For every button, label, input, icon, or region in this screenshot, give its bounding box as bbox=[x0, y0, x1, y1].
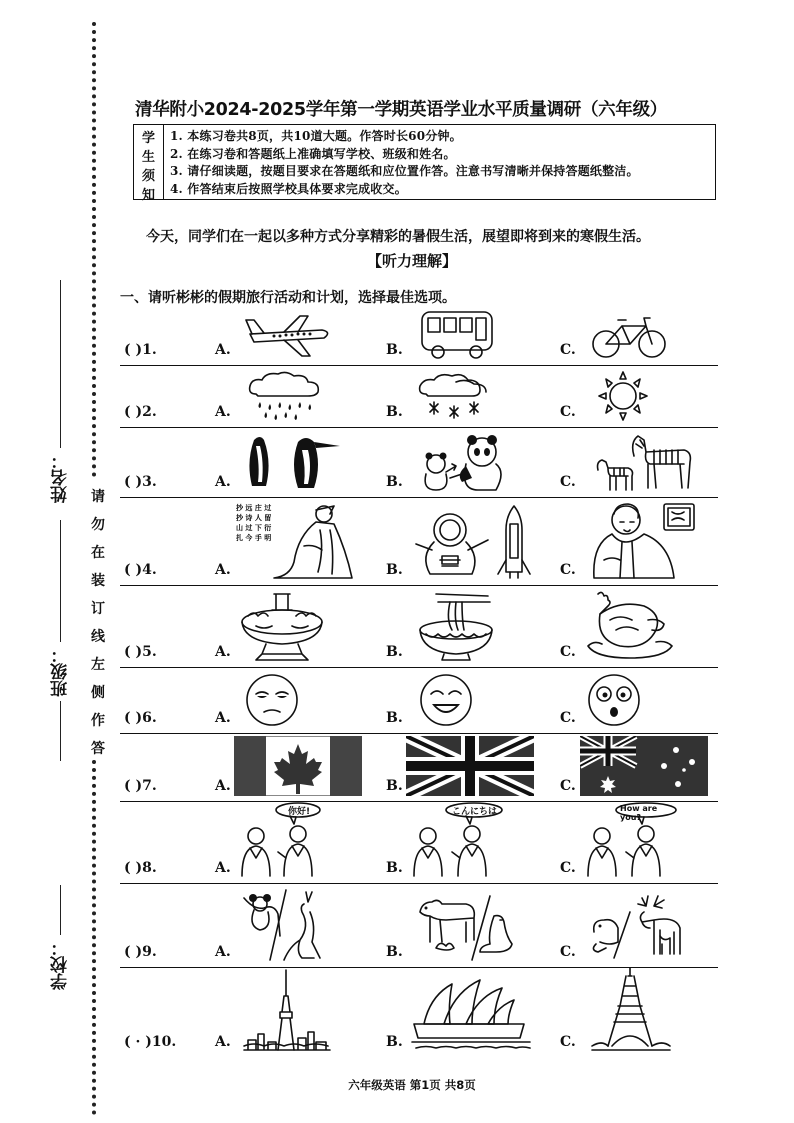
answer-blank-1[interactable]: ( )1. bbox=[124, 342, 157, 358]
option-a-label: A. bbox=[215, 860, 231, 876]
option-c-label: C. bbox=[560, 944, 576, 960]
poem-text: 抄 远 庄 过抄 诗 人 留山 过 下 衍扎 今 手 明 bbox=[236, 503, 272, 542]
greeting-english-icon bbox=[580, 802, 680, 878]
pandas-icon bbox=[416, 432, 506, 492]
eiffel-tower-icon bbox=[590, 966, 672, 1052]
notice-item: 1. 本练习卷共8页，共10道大题。作答时长60分钟。 bbox=[170, 129, 462, 144]
option-b-label: B. bbox=[386, 404, 403, 420]
binding-dotted-line-bottom bbox=[92, 760, 96, 1115]
sydney-opera-house-icon bbox=[408, 976, 534, 1052]
section-title: 【听力理解】 bbox=[366, 252, 457, 270]
snow-cloud-icon bbox=[416, 372, 492, 422]
airplane-icon bbox=[244, 312, 334, 360]
bubble-japanese: こんにちは bbox=[452, 807, 498, 817]
zebras-icon bbox=[594, 432, 700, 492]
question-6-row bbox=[120, 668, 718, 734]
answer-blank-9[interactable]: ( )9. bbox=[124, 944, 157, 960]
noodles-icon bbox=[416, 590, 498, 662]
notice-heading-char: 学 bbox=[141, 131, 155, 146]
beaver-moose-icon bbox=[590, 892, 688, 962]
bubble-english: How are you? bbox=[620, 804, 658, 822]
binding-notice-char: 作 bbox=[91, 713, 105, 729]
option-b-label: B. bbox=[386, 644, 403, 660]
notice-heading-char: 知 bbox=[141, 188, 155, 203]
notice-heading-char: 生 bbox=[141, 150, 155, 165]
answer-blank-3[interactable]: ( )3. bbox=[124, 474, 157, 490]
sun-icon bbox=[594, 370, 652, 422]
school-label: 学校： bbox=[50, 939, 71, 990]
option-b-label: B. bbox=[386, 562, 403, 578]
option-c-label: C. bbox=[560, 474, 576, 490]
option-b-label: B. bbox=[386, 342, 403, 358]
scientist-icon bbox=[586, 500, 706, 580]
option-b-label: B. bbox=[386, 474, 403, 490]
option-b-label: B. bbox=[386, 1034, 403, 1050]
option-a-label: A. bbox=[215, 778, 231, 794]
answer-blank-5[interactable]: ( )5. bbox=[124, 644, 157, 660]
school-field[interactable] bbox=[40, 885, 80, 990]
binding-notice-char: 订 bbox=[91, 601, 105, 617]
binding-notice bbox=[86, 486, 110, 760]
option-b-label: B. bbox=[386, 710, 403, 726]
name-field-line[interactable] bbox=[60, 280, 61, 448]
rain-cloud-icon bbox=[246, 370, 328, 422]
option-a-label: A. bbox=[215, 710, 231, 726]
name-label: 姓名： bbox=[50, 452, 71, 503]
bus-icon bbox=[418, 308, 498, 360]
option-c-label: C. bbox=[560, 778, 576, 794]
option-c-label: C. bbox=[560, 404, 576, 420]
class-field-line[interactable] bbox=[60, 520, 61, 642]
binding-notice-char: 请 bbox=[91, 489, 105, 505]
polar-bear-seal-icon bbox=[416, 886, 516, 962]
bubble-chinese: 你好! bbox=[288, 807, 311, 817]
greeting-japanese-icon bbox=[406, 802, 506, 878]
option-a-label: A. bbox=[215, 404, 231, 420]
option-b-label: B. bbox=[386, 860, 403, 876]
notice-list bbox=[164, 125, 715, 199]
page-title: 清华附小2024-2025学年第一学期英语学业水平质量调研（六年级） bbox=[135, 100, 667, 120]
option-a-label: A. bbox=[215, 562, 231, 578]
option-c-label: C. bbox=[560, 1034, 576, 1050]
binding-notice-char: 答 bbox=[91, 741, 105, 757]
surprised-face-icon bbox=[586, 672, 642, 728]
option-c-label: C. bbox=[560, 710, 576, 726]
option-a-label: A. bbox=[215, 1034, 231, 1050]
option-a-label: A. bbox=[215, 644, 231, 660]
australia-flag-icon bbox=[580, 736, 708, 796]
canada-flag-icon bbox=[234, 736, 362, 796]
binding-notice-char: 线 bbox=[91, 629, 105, 645]
notice-item: 2. 在练习卷和答题纸上准确填写学校、班级和姓名。 bbox=[170, 146, 456, 161]
bicycle-icon bbox=[590, 314, 670, 360]
student-notice-box bbox=[133, 124, 716, 203]
option-b-label: B. bbox=[386, 944, 403, 960]
question-1-row bbox=[120, 304, 718, 366]
option-c-label: C. bbox=[560, 342, 576, 358]
notice-heading bbox=[134, 125, 164, 203]
option-a-label: A. bbox=[215, 944, 231, 960]
answer-blank-8[interactable]: ( )8. bbox=[124, 860, 157, 876]
question-2-row bbox=[120, 366, 718, 428]
question-9-row bbox=[120, 884, 718, 968]
bored-face-icon bbox=[244, 672, 300, 728]
koala-kangaroo-icon bbox=[240, 886, 332, 962]
class-label: 班级： bbox=[50, 646, 71, 697]
binding-notice-char: 侧 bbox=[91, 685, 105, 701]
binding-notice-char: 在 bbox=[91, 545, 105, 561]
question-8-row bbox=[120, 802, 718, 884]
option-c-label: C. bbox=[560, 644, 576, 660]
happy-face-icon bbox=[418, 672, 474, 728]
option-a-label: A. bbox=[215, 474, 231, 490]
roast-turkey-icon bbox=[586, 590, 674, 662]
binding-notice-char: 装 bbox=[91, 573, 105, 589]
astronaut-icon bbox=[410, 500, 540, 580]
question-3-row bbox=[120, 428, 718, 498]
binding-notice-char: 勿 bbox=[91, 517, 105, 533]
option-c-label: C. bbox=[560, 562, 576, 578]
answer-blank-6[interactable]: ( )6. bbox=[124, 710, 157, 726]
penguins-icon bbox=[244, 432, 348, 492]
poet-icon bbox=[234, 500, 356, 580]
option-b-label: B. bbox=[386, 778, 403, 794]
notice-item: 4. 作答结束后按照学校具体要求完成收交。 bbox=[170, 181, 407, 196]
question-5-row bbox=[120, 586, 718, 668]
part-one-title: 一、请听彬彬的假期旅行活动和计划，选择最佳选项。 bbox=[120, 290, 456, 306]
answer-blank-4[interactable]: ( )4. bbox=[124, 562, 157, 578]
option-c-label: C. bbox=[560, 860, 576, 876]
class-field-line-lower bbox=[60, 701, 61, 761]
question-4-row bbox=[120, 498, 718, 586]
school-field-line[interactable] bbox=[60, 885, 61, 935]
answer-blank-10[interactable]: ( · )10. bbox=[124, 1034, 177, 1050]
hotpot-icon bbox=[236, 590, 328, 662]
question-7-row bbox=[120, 734, 718, 802]
page-footer: 六年级英语 第1页 共8页 bbox=[348, 1078, 476, 1092]
greeting-chinese-icon bbox=[234, 802, 330, 878]
binding-notice-char: 左 bbox=[91, 657, 105, 673]
uk-flag-icon bbox=[406, 736, 534, 796]
class-field[interactable] bbox=[40, 520, 80, 761]
intro-text: 今天，同学们在一起以多种方式分享精彩的暑假生活，展望即将到来的寒假生活。 bbox=[146, 229, 650, 245]
name-field[interactable] bbox=[40, 280, 80, 503]
notice-heading-char: 须 bbox=[141, 169, 155, 184]
option-a-label: A. bbox=[215, 342, 231, 358]
cn-tower-icon bbox=[240, 968, 334, 1052]
notice-item: 3. 请仔细读题，按题目要求在答题纸和应位置作答。注意书写清晰并保持答题纸整洁。 bbox=[170, 164, 639, 179]
question-10-row bbox=[120, 968, 718, 1058]
answer-blank-7[interactable]: ( )7. bbox=[124, 778, 157, 794]
answer-blank-2[interactable]: ( )2. bbox=[124, 404, 157, 420]
